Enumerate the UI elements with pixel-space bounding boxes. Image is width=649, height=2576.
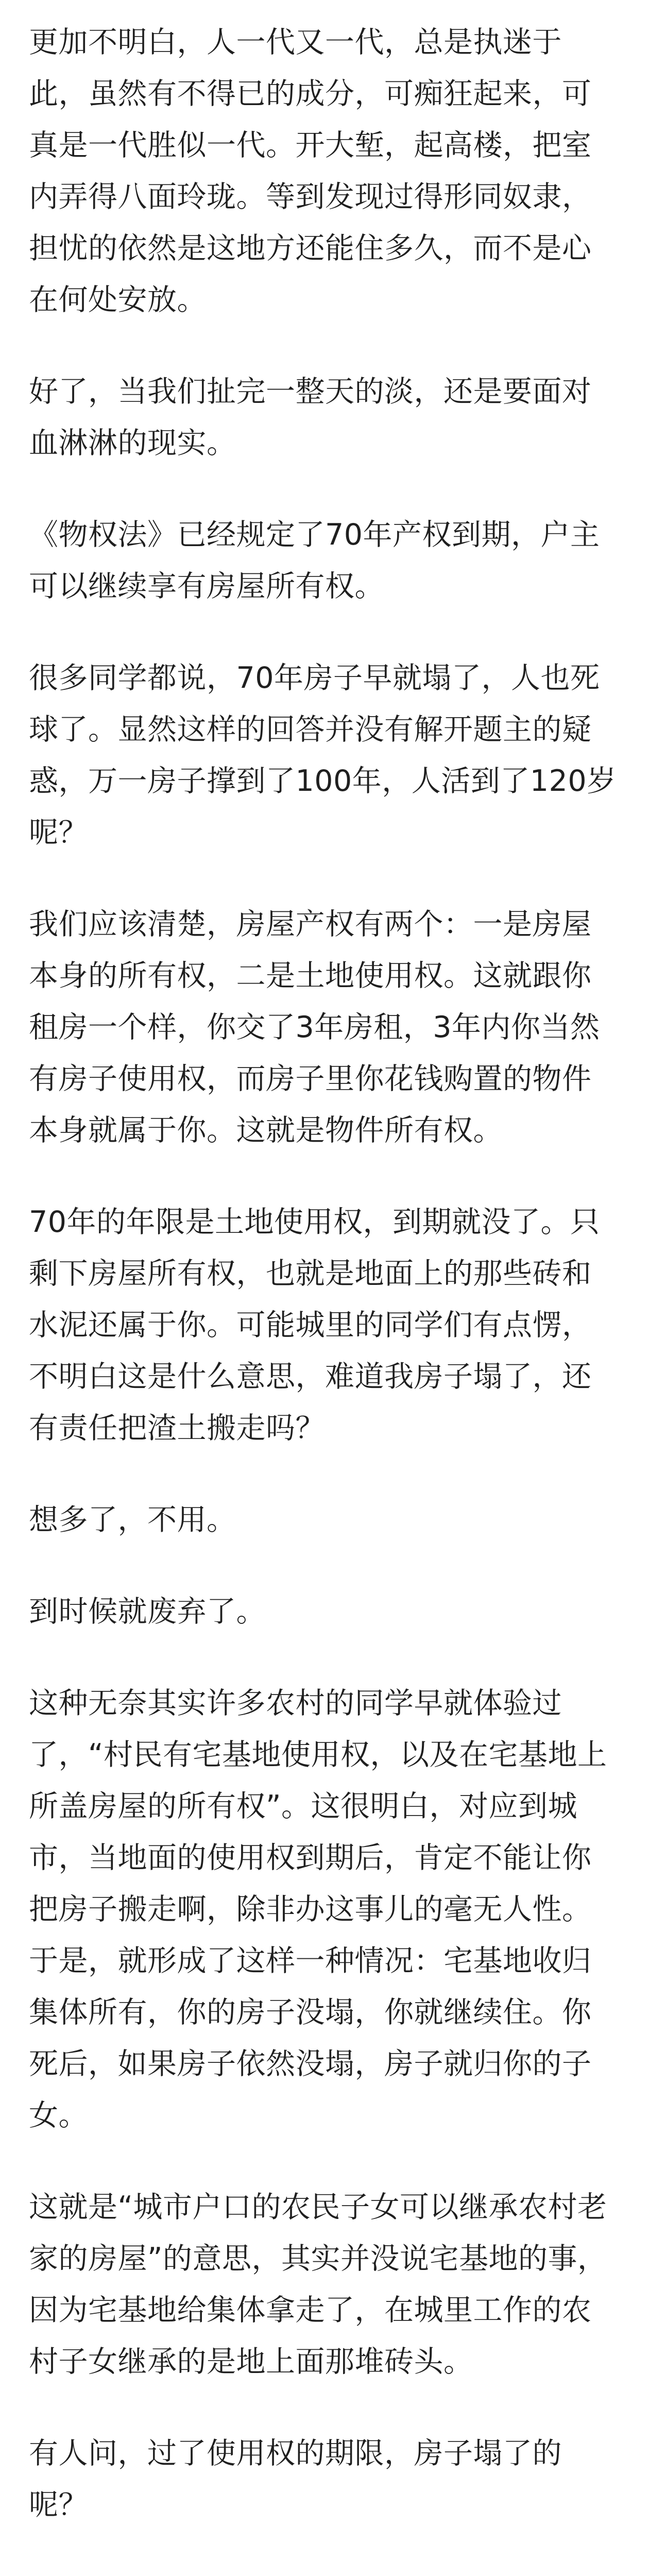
paragraph-question-collapse: 有人问，过了使用权的期限，房子塌了的呢？ bbox=[29, 2436, 562, 2522]
paragraph-all-gone bbox=[29, 2571, 620, 2576]
paragraph-property-law: 《物权法》已经规定了70年产权到期，户主可以继续享有房屋所有权。 bbox=[29, 518, 600, 603]
paragraph-intro: 更加不明白，人一代又一代，总是执迷于此，虽然有不得已的成分，可痴狂起来，可真是一代胜似一代。开大堑，起高楼，把室内弄得八面玲珑。等到发现过得形同奴隶，担忧的依然是这地方还能住多久，而不是心在何处安放。 bbox=[29, 25, 592, 317]
paragraph-rural-experience: 这种无奈其实许多农村的同学早就体验过了，“村民有宅基地使用权，以及在宅基地上所盖房屋的所有权”。这很明白，对应到城市，当地面的使用权到期后，肯定不能让你把房子搬走啊，除非办这事儿的毫无人性。于是，就形成了这样一种情况：宅基地收归集体所有，你的房子没塌，你就继续住。你死后，如果房子依然没塌，房子就归你的子女。 bbox=[29, 1686, 607, 2132]
paragraph-two-rights: 我们应该清楚，房屋产权有两个：一是房屋本身的所有权，二是土地使用权。这就跟你租房一个样，你交了3年房租，3年内你当然有房子使用权，而房子里你花钱购置的物件本身就属于你。这就是物件所有权。 bbox=[29, 907, 600, 1147]
paragraph-seventy-years: 70年的年限是土地使用权，到期就没了。只剩下房屋所有权，也就是地面上的那些砖和水泥还属于你。可能城里的同学们有点愣，不明白这是什么意思，难道我房子塌了，还有责任把渣土搬走吗？ bbox=[29, 1205, 600, 1445]
paragraph-no-need: 想多了，不用。 bbox=[29, 1503, 236, 1537]
paragraph-inheritance: 这就是“城市户口的农民子女可以继承农村老家的房屋”的意思，其实并没说宅基地的事，因为宅基地给集体拿走了，在城里工作的农村子女继承的是地上面那堆砖头。 bbox=[29, 2190, 607, 2379]
paragraph-abandoned: 到时候就废弃了。 bbox=[29, 1595, 266, 1629]
paragraph-reality: 好了，当我们扯完一整天的淡，还是要面对血淋淋的现实。 bbox=[29, 375, 592, 460]
paragraph-classmates-say: 很多同学都说，70年房子早就塌了，人也死球了。显然这样的回答并没有解开题主的疑惑，万一房子撑到了100年，人活到了120岁呢？ bbox=[29, 661, 617, 850]
